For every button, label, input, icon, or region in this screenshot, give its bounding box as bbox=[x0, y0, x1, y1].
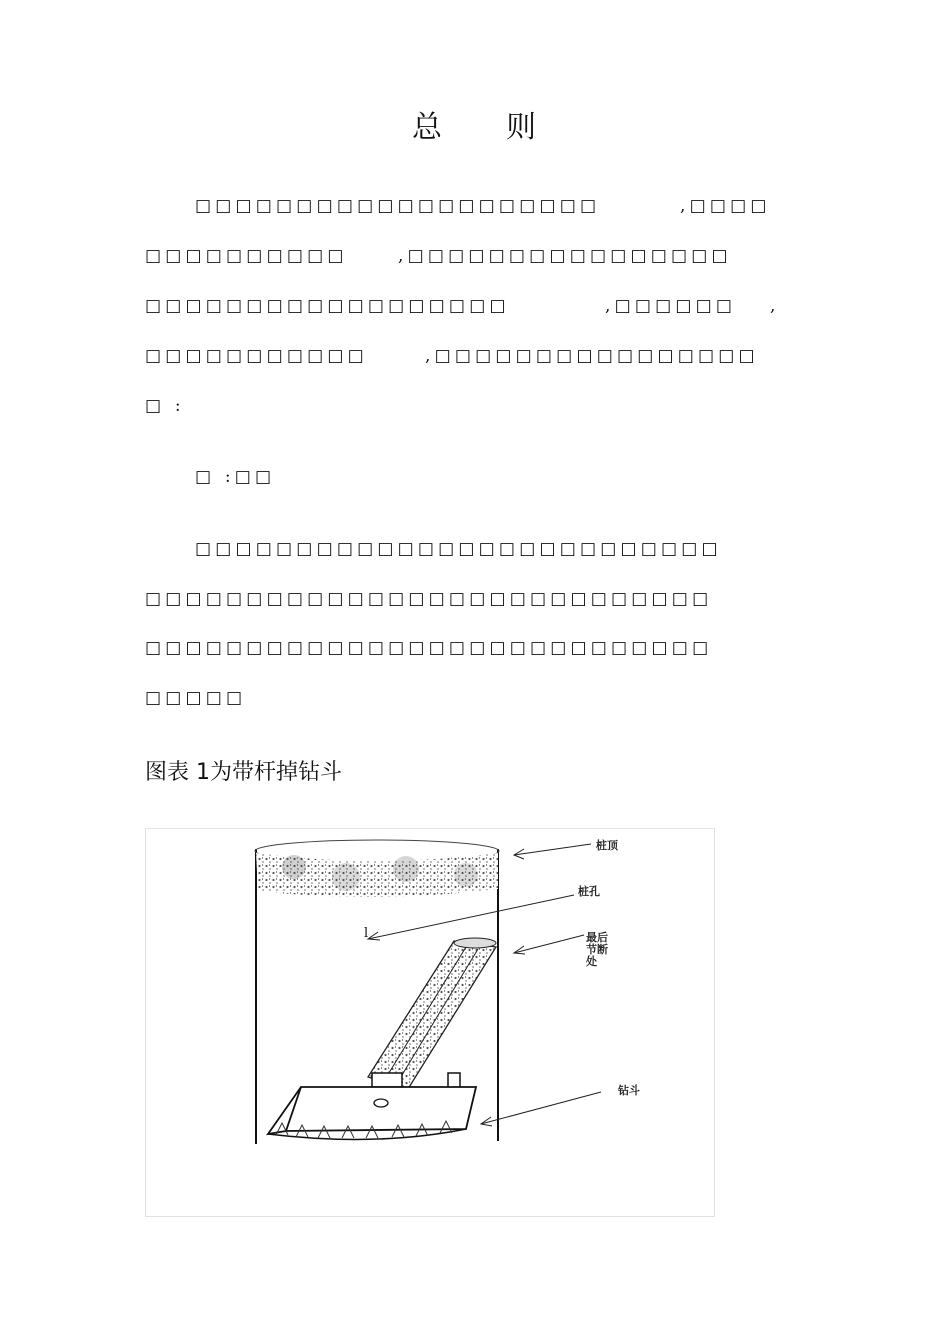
drill-bucket bbox=[268, 1087, 476, 1139]
label-drill-bucket: 钻斗 bbox=[618, 1084, 640, 1097]
title-part-1: 总 bbox=[412, 110, 444, 145]
title-part-2: 则 bbox=[506, 110, 538, 145]
paragraph2-line4: □□□□□ bbox=[145, 688, 247, 708]
label-pile-top: 桩顶 bbox=[596, 839, 618, 852]
subheading: □ :□□ bbox=[195, 467, 276, 487]
page-title bbox=[0, 102, 950, 146]
paragraph1-line2-b: ,□□□□□□□□□□□□□□□□ bbox=[398, 246, 732, 266]
paragraph1-line2-a: □□□□□□□□□□ bbox=[145, 246, 348, 266]
paragraph1-line1-b: ,□□□□ bbox=[680, 196, 771, 216]
label-pile-hole: 桩孔 bbox=[578, 885, 600, 898]
paragraph2-line2: □□□□□□□□□□□□□□□□□□□□□□□□□□□□ bbox=[145, 589, 713, 609]
paragraph2-line1: □□□□□□□□□□□□□□□□□□□□□□□□□□ bbox=[195, 539, 722, 559]
paragraph1-line4-a: □□□□□□□□□□□ bbox=[145, 346, 368, 366]
label-last-section-3: 处 bbox=[586, 955, 597, 968]
arrow-last-section bbox=[514, 935, 584, 953]
label-last-section-2: 节断 bbox=[586, 943, 608, 956]
paragraph1-line3-c: , bbox=[770, 296, 780, 316]
rod-connector bbox=[372, 1073, 402, 1087]
label-last-section-1: 最后 bbox=[586, 931, 608, 944]
drill-rod bbox=[368, 938, 496, 1089]
paragraph1-line1-a: □□□□□□□□□□□□□□□□□□□□ bbox=[195, 196, 601, 216]
paragraph2-line3: □□□□□□□□□□□□□□□□□□□□□□□□□□□□ bbox=[145, 638, 713, 658]
arrow-pile-top bbox=[514, 844, 591, 855]
paragraph1-line3-b: ,□□□□□□ bbox=[605, 296, 737, 316]
hole-mark: l bbox=[364, 926, 369, 941]
paragraph1-line3-a: □□□□□□□□□□□□□□□□□□ bbox=[145, 296, 510, 316]
arrow-pile-hole bbox=[368, 895, 574, 939]
drill-bucket-diagram bbox=[146, 829, 714, 1216]
drill-bucket-figure bbox=[145, 828, 715, 1217]
paragraph1-line5: □ : bbox=[145, 396, 185, 416]
figure-caption: 图表 1为带杆掉钻斗 bbox=[145, 760, 342, 785]
paragraph1-line4-b: ,□□□□□□□□□□□□□□□□ bbox=[425, 346, 759, 366]
